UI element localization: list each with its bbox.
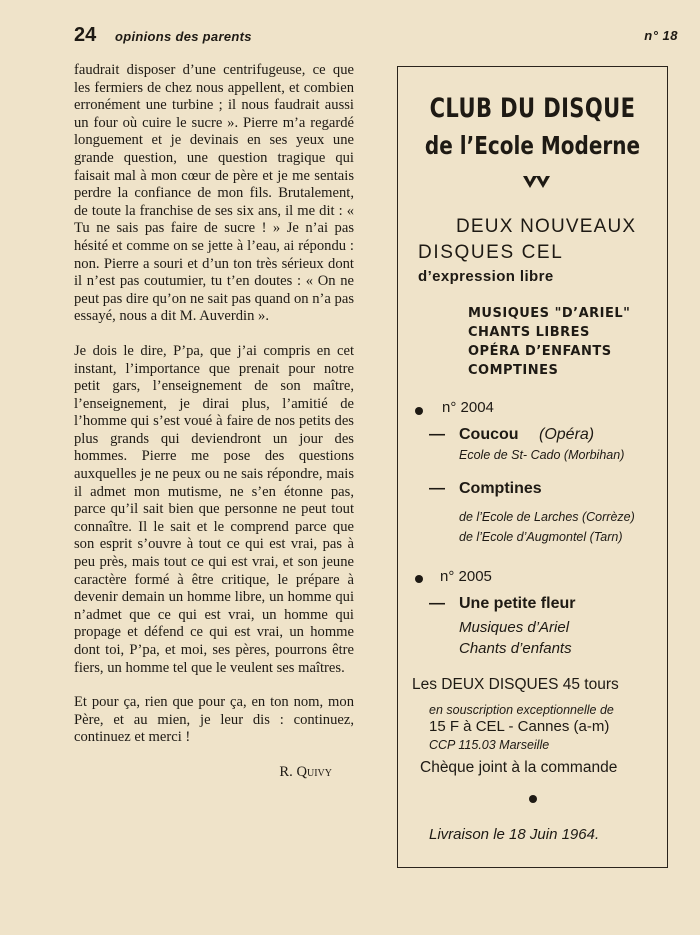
theme-3: OPÉRA D’ENFANTS xyxy=(468,344,612,359)
theme-1: MUSIQUES "D’ARIEL" xyxy=(468,306,631,321)
disc-2004-title-2: Comptines xyxy=(459,480,542,497)
disc-2005-title: Une petite fleur xyxy=(459,595,576,612)
disc-2004-title-1: Coucou xyxy=(459,426,519,443)
offer-line-5: Chèque joint à la commande xyxy=(420,759,618,776)
theme-4: COMPTINES xyxy=(468,363,559,378)
headline-line-3: d’expression libre xyxy=(418,268,554,285)
issue-number: n° 18 xyxy=(644,28,678,43)
disc-2004-school-1: Ecole de St- Cado (Morbihan) xyxy=(459,448,625,462)
club-title: CLUB DU DISQUE xyxy=(429,93,636,124)
theme-2: CHANTS LIBRES xyxy=(468,325,590,340)
article-signature: R. Quivy xyxy=(279,763,332,780)
dash: — xyxy=(429,426,445,443)
disc-2004-school-3: de l’Ecole d’Augmontel (Tarn) xyxy=(459,530,623,544)
headline-line-1: DEUX NOUVEAUX xyxy=(456,216,637,237)
disc-2004-number: n° 2004 xyxy=(442,399,494,416)
disc-2005-number: n° 2005 xyxy=(440,568,492,585)
article-paragraph-2: Je dois le dire, P’pa, que j’ai compris en cet instant, l’importance que prenait pour notre petit gars, l’enseignement de son maître, l’enseignement, je dirai plus, l’amitié de l’homme qui s’est voué à faire de nos petits des plus grands qui deviendront un jour des hommes. Pierre me pose des questions auxquelles je ne peux ou ne sais répondre, mais il admet mon mutisme, ne s’en étonne pas, parce qu’il sait bien que personne ne peut tout connaître. Il le sait et le comprend parce que son esprit s’ouvre à tout ce qui est vrai, pas à peu près, mais tout ce qui est vrai, et son jeune caractère formé à être critique, le prépare à devenir demain un homme libre, un homme qui n’admet que ce qui est vrai, un homme qui propage et défend ce qui est vrai, un homme dont toi, P’pa, et moi, ses pères, pourrons être fiers, un homme tel que le veulent ses maîtres. xyxy=(74,342,354,676)
dash: — xyxy=(429,595,445,612)
article-paragraph-3: Et pour ça, rien que pour ça, en ton nom, mon Père, et au mien, je leur dis : continuez, continuez et merci ! xyxy=(74,694,354,746)
offer-line-4: CCP 115.03 Marseille xyxy=(429,738,550,752)
offer-line-1: Les DEUX DISQUES 45 tours xyxy=(412,676,619,693)
bullet-icon xyxy=(415,407,423,415)
disc-2005-line-2: Chants d’enfants xyxy=(459,640,572,657)
dash: — xyxy=(429,480,445,497)
article-column xyxy=(74,62,354,782)
offer-line-2: en souscription exceptionnelle de xyxy=(429,703,614,717)
bullet-icon xyxy=(529,795,537,803)
double-chevron-icon xyxy=(522,174,552,190)
headline-line-2: DISQUES CEL xyxy=(418,242,564,263)
article-paragraph-1: faudrait disposer d’une centrifugeuse, ce que les fermiers de chez nous appellent, et combien erronément une turbine ; il nous faudrait aussi un four où cuire le sucre ». Pierre m’a regardé longuement et je devinais en ses yeux une grande question, une question tragique qui faisait mal à mon cœur de père et je me sentais perdre la confiance de mon fils. Brutalement, de toute la franchise de ses six ans, il me dit : « Tu ne sais pas faire de sucre ! » Je n’ai pas hésité et comme on se jette à l’eau, ai répondu : non. Pierre a souri et d’un ton très sérieux dont il n’est pas coutumier, tu t’en doutes : « On ne peut pas dire qu’on ne sait pas quand on n’a pas essayé, nous a dit M. Auverdin ». xyxy=(74,62,354,325)
page-number: 24 xyxy=(74,24,97,46)
delivery-date: Livraison le 18 Juin 1964. xyxy=(429,826,600,843)
section-title: opinions des parents xyxy=(115,29,252,44)
disc-2005-line-1: Musiques d’Ariel xyxy=(459,619,570,636)
club-subtitle: de l’Ecole Moderne xyxy=(424,131,641,160)
bullet-icon xyxy=(415,575,423,583)
disc-2004-school-2: de l’Ecole de Larches (Corrèze) xyxy=(459,510,635,524)
offer-line-3: 15 F à CEL - Cannes (a-m) xyxy=(429,718,610,735)
club-du-disque-advert xyxy=(397,66,668,868)
disc-2004-genre: (Opéra) xyxy=(539,426,595,443)
